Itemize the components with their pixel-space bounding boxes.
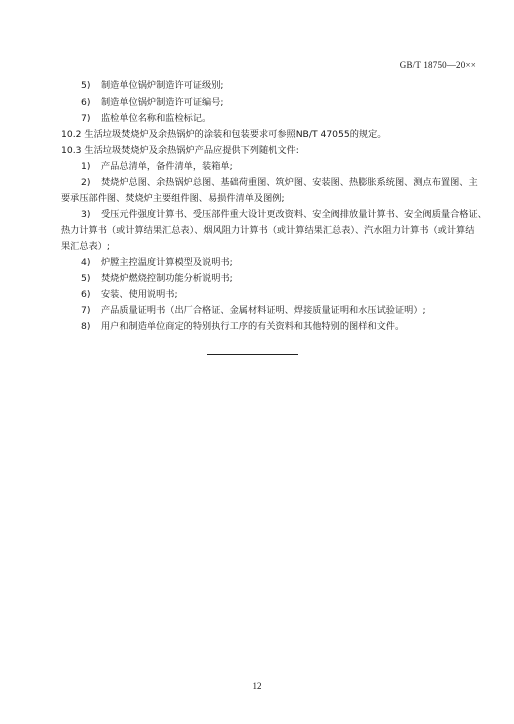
list-item-number: 5) <box>81 80 91 91</box>
list-item-number: 3) <box>81 209 91 220</box>
list-item <box>81 273 233 285</box>
list-item-text: 焚烧炉燃烧控制功能分析说明书; <box>101 273 233 284</box>
list-item <box>81 305 426 317</box>
end-divider <box>207 354 298 355</box>
list-item-number: 5) <box>81 273 91 284</box>
list-item <box>81 257 233 269</box>
list-item-text: 焚烧炉总图、余热锅炉总图、基础荷重图、筑炉图、安装图、热膨胀系统图、测点布置图、主 <box>101 177 478 188</box>
list-item-text: 监检单位名称和监检标记。 <box>101 113 212 124</box>
list-item <box>81 161 233 173</box>
list-item-text: 炉膛主控温度计算模型及说明书; <box>101 257 233 268</box>
list-item <box>81 113 211 125</box>
list-item-continuation: 要承压部件图、焚烧炉主要组件图、易损件清单及图例; <box>61 193 285 204</box>
list-item-number: 1) <box>81 161 91 172</box>
list-item-number: 2) <box>81 177 91 188</box>
list-item-text: 制造单位锅炉制造许可证编号; <box>101 97 224 108</box>
list-item-number: 6) <box>81 289 91 300</box>
list-item-number: 4) <box>81 257 91 268</box>
list-item-continuation: 果汇总表）; <box>61 241 111 252</box>
clause-10-3: 10.3 生活垃圾焚烧炉及余热锅炉产品应提供下列随机文件: <box>61 145 299 156</box>
list-item <box>81 97 224 109</box>
list-item <box>81 177 478 189</box>
page-number: 12 <box>252 681 262 691</box>
list-item-text: 受压元件强度计算书、受压部件重大设计更改资料、安全阀排放量计算书、安全阀质量合格证、 <box>101 209 487 220</box>
list-item-text: 产品质量证明书（出厂合格证、金属材料证明、焊接质量证明和水压试验证明）; <box>101 305 426 316</box>
list-item <box>81 289 178 301</box>
list-item-continuation: 热力计算书（或计算结果汇总表）、烟风阻力计算书（或计算结果汇总表）、汽水阻力计算书（或计算结 <box>61 225 475 236</box>
list-item-text: 用户和制造单位商定的特别执行工序的有关资料和其他特别的图样和文件。 <box>101 321 405 332</box>
list-item-text: 产品总清单，备件清单，装箱单; <box>101 161 233 172</box>
list-item-text: 制造单位锅炉制造许可证级别; <box>101 80 224 91</box>
list-item-number: 7) <box>81 305 91 316</box>
clause-10-2: 10.2 生活垃圾焚烧炉及余热锅炉的涂装和包装要求可参照NB/T 47055的规定。 <box>61 129 387 140</box>
list-item-text: 安装、使用说明书; <box>101 289 178 300</box>
list-item-number: 7) <box>81 113 91 124</box>
list-item-number: 8) <box>81 321 91 332</box>
list-item <box>81 321 404 333</box>
list-item-number: 6) <box>81 97 91 108</box>
list-item <box>81 209 487 221</box>
standard-code: GB/T 18750—20×× <box>399 60 476 70</box>
list-item <box>81 80 224 92</box>
